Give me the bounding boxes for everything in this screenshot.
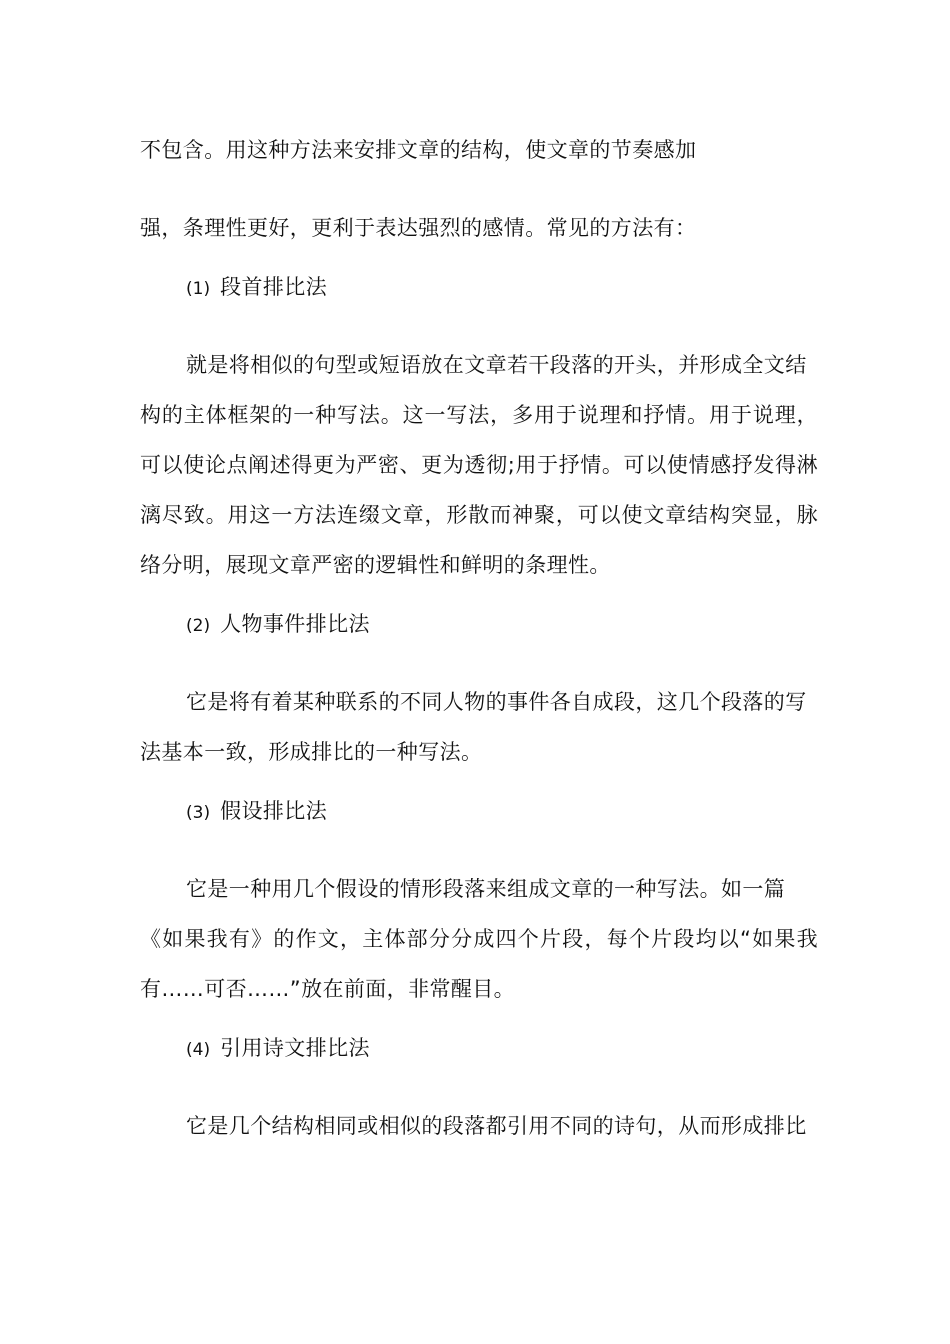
section-3-paragraph-line-2: 《如果我有》的作文，主体部分分成四个片段，每个片段均以“如果我 <box>140 927 818 951</box>
section-4-number: (4) <box>186 1040 211 1060</box>
section-2-paragraph-line-2: 法基本一致，形成排比的一种写法。 <box>140 740 483 764</box>
section-2-paragraph-line-1: 它是将有着某种联系的不同人物的事件各自成段，这几个段落的写 <box>186 690 807 714</box>
section-2-title: 人物事件排比法 <box>220 612 370 636</box>
section-1-paragraph-line-1: 就是将相似的句型或短语放在文章若干段落的开头，并形成全文结 <box>186 353 807 377</box>
section-3-paragraph-line-3: 有……可否……”放在前面，非常醒目。 <box>140 977 516 1001</box>
section-1-number: (1) <box>186 279 211 299</box>
section-3-paragraph-line-1: 它是一种用几个假设的情形段落来组成文章的一种写法。如一篇 <box>186 877 786 901</box>
section-4-heading <box>186 1034 370 1064</box>
section-3-heading <box>186 797 327 827</box>
section-1-heading <box>186 273 327 303</box>
section-2-number: (2) <box>186 616 211 636</box>
section-1-paragraph-line-5: 络分明，展现文章严密的逻辑性和鲜明的条理性。 <box>140 553 611 577</box>
section-1-paragraph-line-3: 可以使论点阐述得更为严密、更为透彻;用于抒情。可以使情感抒发得淋 <box>140 453 818 477</box>
section-1-paragraph-line-2: 构的主体框架的一种写法。这一写法，多用于说理和抒情。用于说理， <box>140 403 818 427</box>
section-2-heading <box>186 610 370 640</box>
section-1-title: 段首排比法 <box>220 275 328 299</box>
section-4-title: 引用诗文排比法 <box>220 1036 370 1060</box>
section-1-paragraph-line-4: 漓尽致。用这一方法连缀文章，形散而神聚，可以使文章结构突显，脉 <box>140 503 818 527</box>
intro-line-2: 强，条理性更好，更利于表达强烈的感情。常见的方法有： <box>140 216 697 240</box>
section-4-paragraph-line-1: 它是几个结构相同或相似的段落都引用不同的诗句，从而形成排比 <box>186 1114 807 1138</box>
section-3-title: 假设排比法 <box>220 799 328 823</box>
intro-line-1: 不包含。用这种方法来安排文章的结构，使文章的节奏感加 <box>140 138 697 162</box>
section-3-number: (3) <box>186 803 211 823</box>
